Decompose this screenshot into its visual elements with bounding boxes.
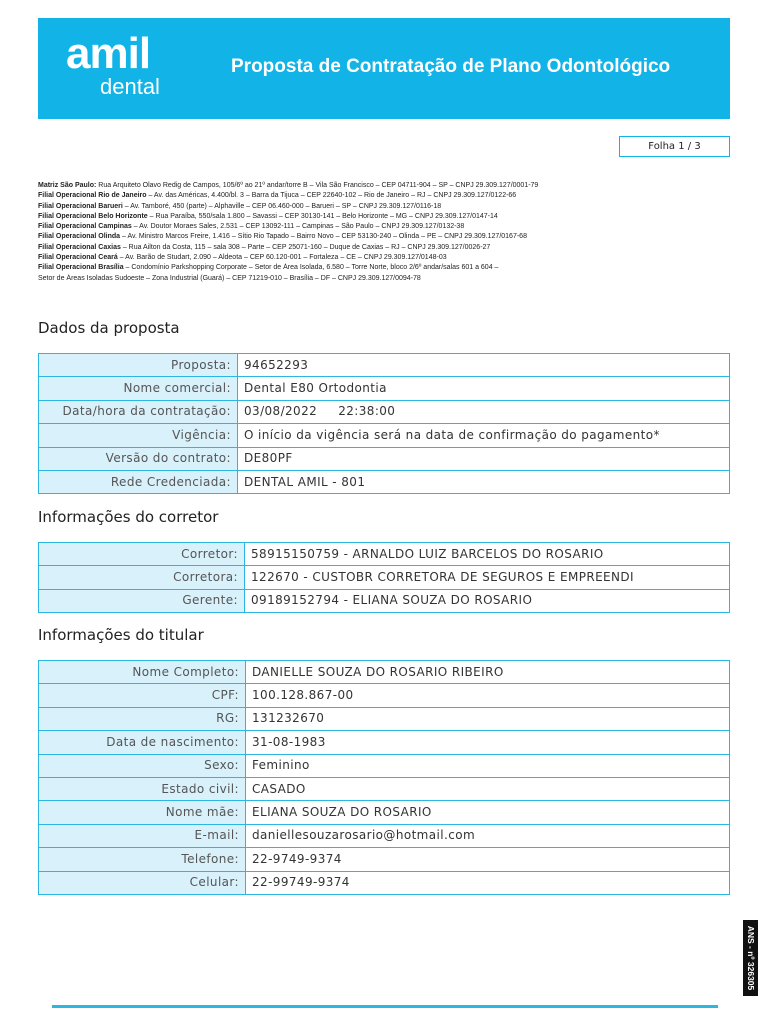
field-value: 131232670 — [246, 707, 730, 730]
table-row — [39, 684, 730, 707]
branch-address: – Av. das Américas, 4.400/bl. 3 – Barra da Tijuca – CEP 22640-102 – Rio de Janeiro – RJ – CNPJ 29.309.127/0122-66 — [146, 192, 517, 200]
branch-name: Filial Operacional Belo Horizonte — [38, 212, 148, 220]
table-row — [39, 824, 730, 847]
branch-name: Filial Operacional Brasília — [38, 264, 124, 272]
field-value: 122670 - CUSTOBR CORRETORA DE SEGUROS E EMPREENDI — [245, 566, 730, 589]
proposta-table — [38, 353, 730, 494]
branch-name: Matriz São Paulo: — [38, 182, 97, 189]
field-label: Nome mãe: — [39, 801, 246, 824]
field-value: 31-08-1983 — [246, 731, 730, 754]
branch-name: Filial Operacional Ceará — [38, 254, 118, 262]
branch-line — [38, 232, 730, 242]
field-label: Telefone: — [39, 848, 246, 871]
field-label: Corretora: — [39, 566, 245, 589]
table-row — [39, 871, 730, 894]
branch-line — [38, 274, 730, 284]
branch-address: – Av. Tamboré, 450 (parte) – Alphaville – CEP 06.460-000 – Barueri – SP – CNPJ 29.309.127/0116-18 — [122, 202, 442, 210]
dental-logo-subtitle: dental — [100, 74, 160, 99]
branch-name: Filial Operacional Caxias — [38, 243, 121, 251]
page-indicator: Folha 1 / 3 — [619, 136, 730, 157]
table-row — [39, 470, 730, 493]
field-value: 58915150759 - ARNALDO LUIZ BARCELOS DO ROSARIO — [245, 543, 730, 566]
table-row — [39, 707, 730, 730]
field-value: 100.128.867-00 — [246, 684, 730, 707]
table-row — [39, 848, 730, 871]
branch-address: – Rua Paraíba, 550/sala 1.800 – Savassi – CEP 30130-141 – Belo Horizonte – MG – CNPJ 29.309.127/0147-14 — [147, 212, 498, 220]
field-label: Corretor: — [39, 543, 245, 566]
branch-address: – Av. Barão de Studart, 2.090 – Aldeota – CEP 60.120-001 – Fortaleza – CE – CNPJ 29.309.127/0148-03 — [117, 254, 447, 262]
field-value: DE80PF — [238, 447, 730, 470]
branch-address: – Rua Ailton da Costa, 115 – sala 308 – Parte – CEP 25071-160 – Duque de Caxias – RJ – CNPJ 29.309.127/0026-27 — [120, 243, 491, 251]
branch-address: – Condomínio Parkshopping Corporate – Setor de Área Isolada, 6.580 – Torre Norte, bloco 2/6º andar/salas 601 a 604 – — [123, 264, 499, 272]
branch-address: Setor de Áreas Isoladas Sudoeste – Zona Industrial (Guará) – CEP 71219-010 – Brasília – DF – CNPJ 29.309.127/0094-78 — [38, 274, 421, 282]
field-label: Data de nascimento: — [39, 731, 246, 754]
amil-logo: amil — [66, 29, 151, 78]
document-title: Proposta de Contratação de Plano Odontológico — [231, 56, 671, 77]
branch-line — [38, 222, 730, 232]
table-row — [39, 754, 730, 777]
field-label: Nome comercial: — [39, 377, 238, 400]
field-value: Feminino — [246, 754, 730, 777]
field-label: Vigência: — [39, 424, 238, 447]
table-row — [39, 589, 730, 612]
field-value: ELIANA SOUZA DO ROSARIO — [246, 801, 730, 824]
field-label: Estado civil: — [39, 777, 246, 800]
ans-registration-text: ANS - nº 326305 — [745, 925, 756, 991]
corretor-table — [38, 542, 730, 613]
table-row — [39, 377, 730, 400]
field-value: 22-99749-9374 — [246, 871, 730, 894]
section-title-proposta: Dados da proposta — [38, 319, 180, 337]
table-row — [39, 400, 730, 423]
branch-line — [38, 191, 730, 201]
field-value: CASADO — [246, 777, 730, 800]
field-label: RG: — [39, 707, 246, 730]
branch-address: – Av. Ministro Marcos Freire, 1.416 – Sítio Rio Tapado – Bairro Novo – CEP 53130-240 – Olinda – PE – CNPJ 29.309.127/0167-68 — [120, 233, 527, 241]
field-label: Versão do contrato: — [39, 447, 238, 470]
field-value: O início da vigência será na data de confirmação do pagamento* — [238, 424, 730, 447]
branch-line — [38, 202, 730, 212]
branch-line — [38, 243, 730, 253]
branch-name: Filial Operacional Olinda — [38, 233, 121, 241]
field-label: Celular: — [39, 871, 246, 894]
branch-name: Filial Operacional Barueri — [38, 202, 123, 210]
header-banner — [38, 18, 730, 119]
titular-table — [38, 660, 730, 895]
field-value: Dental E80 Ortodontia — [238, 377, 730, 400]
table-row — [39, 424, 730, 447]
branch-address: Rua Arquiteto Olavo Redig de Campos, 105/6º ao 21º andar/torre B – Vila São Francisco – CEP 04711-904 – SP – CNPJ 29.309.127/0001-79 — [96, 182, 539, 189]
field-label: Gerente: — [39, 589, 245, 612]
field-label: Proposta: — [39, 354, 238, 377]
field-value: DANIELLE SOUZA DO ROSARIO RIBEIRO — [246, 661, 730, 684]
field-label: Sexo: — [39, 754, 246, 777]
branch-line — [38, 181, 730, 191]
field-value: 22-9749-9374 — [246, 848, 730, 871]
table-row — [39, 543, 730, 566]
branch-address: – Av. Doutor Moraes Sales, 2.531 – CEP 13092-111 – Campinas – São Paulo – CNPJ 29.309.127/0132-38 — [131, 223, 465, 231]
branch-name: Filial Operacional Campinas — [38, 223, 132, 231]
section-title-titular: Informações do titular — [38, 626, 204, 644]
field-value: 09189152794 - ELIANA SOUZA DO ROSARIO — [245, 589, 730, 612]
branch-line — [38, 263, 730, 273]
field-value: DENTAL AMIL - 801 — [238, 470, 730, 493]
field-label: Data/hora da contratação: — [39, 400, 238, 423]
field-value: daniellesouzarosario@hotmail.com — [246, 824, 730, 847]
ans-registration-badge — [743, 920, 758, 996]
table-row — [39, 801, 730, 824]
footer-divider — [52, 1005, 718, 1008]
branch-name: Filial Operacional Rio de Janeiro — [38, 192, 147, 200]
field-label: CPF: — [39, 684, 246, 707]
field-value: 03/08/2022 22:38:00 — [238, 400, 730, 423]
table-row — [39, 777, 730, 800]
field-value: 94652293 — [238, 354, 730, 377]
field-label: Rede Credenciada: — [39, 470, 238, 493]
field-label: E-mail: — [39, 824, 246, 847]
branch-line — [38, 253, 730, 263]
table-row — [39, 566, 730, 589]
branch-line — [38, 212, 730, 222]
table-row — [39, 731, 730, 754]
table-row — [39, 354, 730, 377]
table-row — [39, 447, 730, 470]
section-title-corretor: Informações do corretor — [38, 508, 219, 526]
branch-addresses — [38, 181, 730, 284]
field-label: Nome Completo: — [39, 661, 246, 684]
table-row — [39, 661, 730, 684]
